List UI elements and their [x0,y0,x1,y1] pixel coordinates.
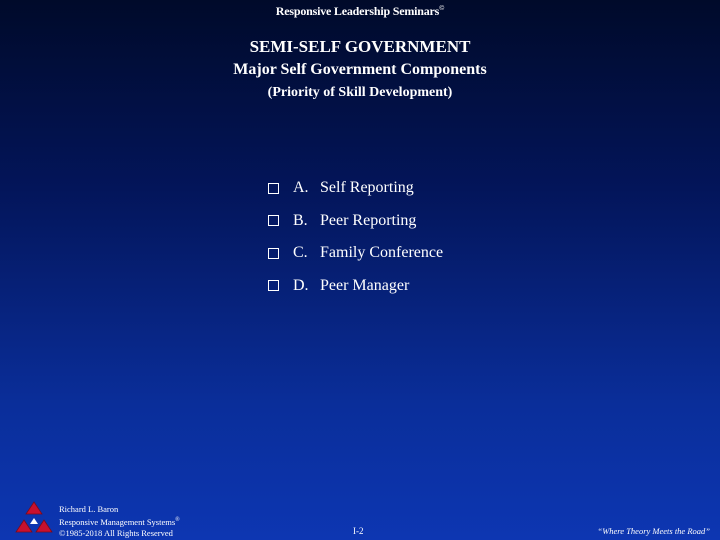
footer-quote: “Where Theory Meets the Road” [597,526,710,536]
slide-subtitle-note: (Priority of Skill Development) [267,85,453,100]
footer-copyright: ©1985-2018 All Rights Reserved [59,527,173,538]
slide-subtitle: Major Self Government Components [233,61,487,78]
item-label: Family Conference [320,244,444,262]
triangle-logo-icon [12,500,56,536]
logo-triangle-left [16,520,32,532]
footer-company-mark: ® [175,517,180,523]
brand-text: Responsive Leadership Seminars [275,4,440,18]
header-brand [0,4,720,19]
item-letter: A. [293,179,309,197]
logo-triangle-top [26,502,42,514]
brand-mark: © [439,4,445,12]
list-item [268,172,443,205]
checkbox-icon [268,183,279,194]
slide-title: SEMI-SELF GOVERNMENT [249,37,471,56]
footer-company: Responsive Management Systems [59,516,176,527]
footer-credits [59,504,180,539]
item-letter: D. [293,276,309,294]
item-label: Peer Manager [320,276,410,294]
checkbox-icon [268,248,279,259]
slide-title-block [0,36,720,104]
logo-triangle-right [36,520,52,532]
component-list [268,172,443,302]
page-number: I-2 [353,526,364,536]
footer-author: Richard L. Baron [59,504,119,514]
item-letter: B. [293,211,308,229]
item-label: Peer Reporting [320,211,417,229]
item-label: Self Reporting [320,179,414,197]
list-item [268,270,443,303]
list-item [268,205,443,238]
item-letter: C. [293,244,308,262]
checkbox-icon [268,280,279,291]
list-item [268,237,443,270]
checkbox-icon [268,215,279,226]
logo-triangle-center [30,518,38,524]
